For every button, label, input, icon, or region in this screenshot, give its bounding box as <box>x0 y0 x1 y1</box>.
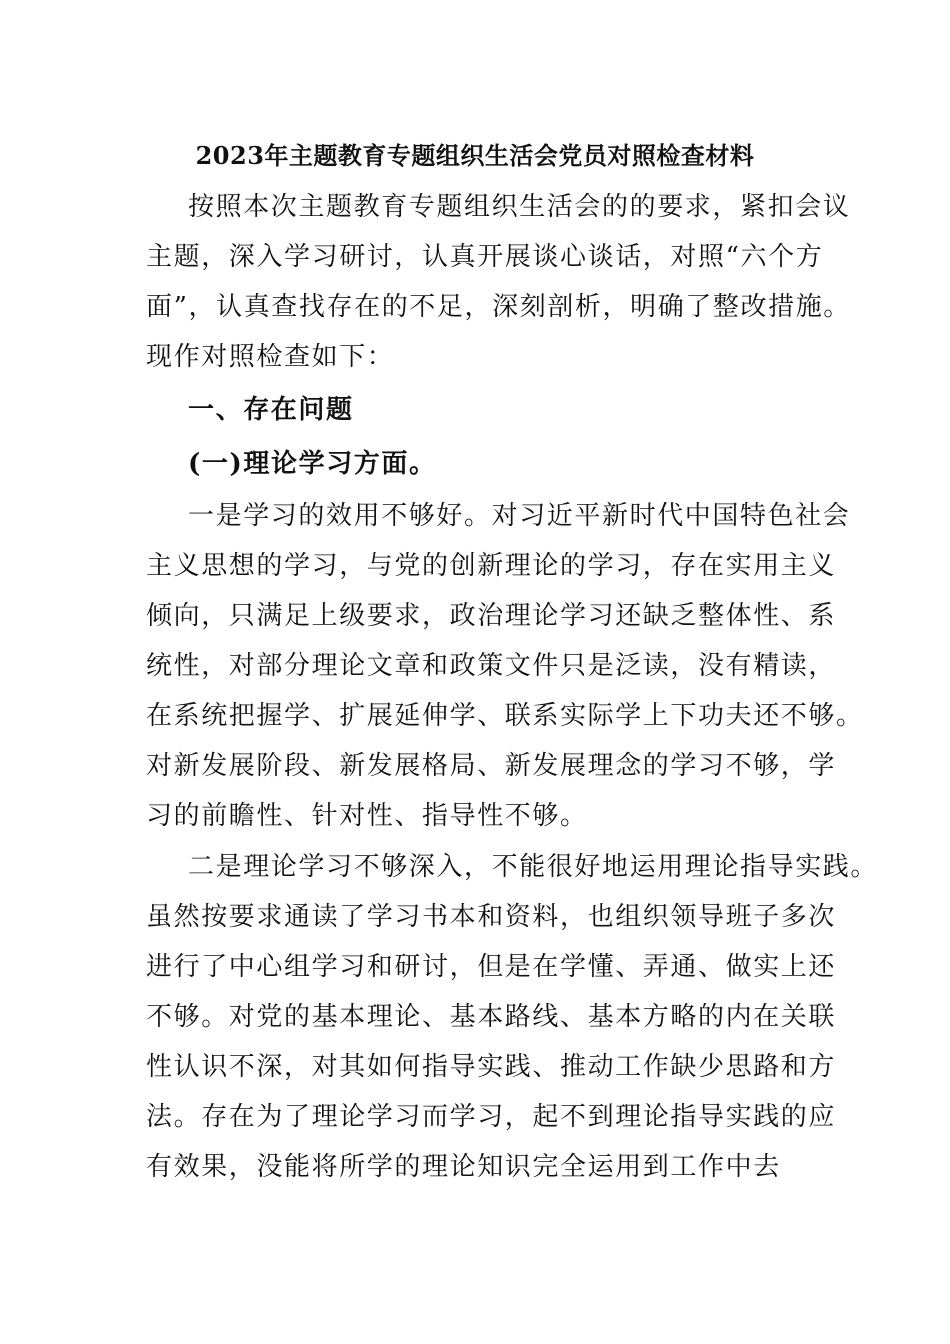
paragraph-point-1-line-5: 在系统把握学、扩展延伸学、联系实际学上下功夫还不够。 <box>146 701 864 731</box>
paragraph-point-2-line-1: 二是理论学习不够深入，不能很好地运用理论指导实践。 <box>188 852 879 882</box>
paragraph-point-2-line-4: 不够。对党的基本理论、基本路线、基本方略的内在关联 <box>146 1002 837 1032</box>
paragraph-point-2-line-3: 进行了中心组学习和研讨，但是在学懂、弄通、做实上还 <box>146 952 837 982</box>
paragraph-point-2-line-6: 法。存在为了理论学习而学习，起不到理论指导实践的应 <box>146 1102 837 1132</box>
paragraph-intro-line-1: 按照本次主题教育专题组织生活会的的要求，紧扣会议 <box>188 192 851 222</box>
paragraph-point-1-line-1: 一是学习的效用不够好。对习近平新时代中国特色社会 <box>188 501 851 531</box>
paragraph-point-1-line-4: 统性，对部分理论文章和政策文件只是泛读，没有精读， <box>146 651 837 681</box>
paragraph-point-2-line-7: 有效果，没能将所学的理论知识完全运用到工作中去 <box>146 1152 781 1182</box>
section-heading: 一、存在问题 <box>188 395 354 425</box>
paragraph-intro-line-2: 主题，深入学习研讨，认真开展谈心谈话，对照“六个方 <box>146 242 824 272</box>
paragraph-intro-line-4: 现作对照检查如下： <box>146 342 395 372</box>
paragraph-point-1-line-6: 对新发展阶段、新发展格局、新发展理念的学习不够，学 <box>146 751 837 781</box>
paragraph-point-1-line-3: 倾向，只满足上级要求，政治理论学习还缺乏整体性、系 <box>146 601 837 631</box>
paragraph-point-2-line-2: 虽然按要求通读了学习书本和资料，也组织领导班子多次 <box>146 902 837 932</box>
paragraph-point-2-line-5: 性认识不深，对其如何指导实践、推动工作缺少思路和方 <box>146 1052 837 1082</box>
subsection-heading: (一)理论学习方面。 <box>188 449 437 479</box>
paragraph-intro-line-3: 面”，认真查找存在的不足，深刻剖析，明确了整改措施。 <box>146 292 851 322</box>
document-title: 2023年主题教育专题组织生活会党员对照检查材料 <box>195 141 755 170</box>
paragraph-point-1-line-7: 习的前瞻性、针对性、指导性不够。 <box>146 801 588 831</box>
paragraph-point-1-line-2: 主义思想的学习，与党的创新理论的学习，存在实用主义 <box>146 551 837 581</box>
